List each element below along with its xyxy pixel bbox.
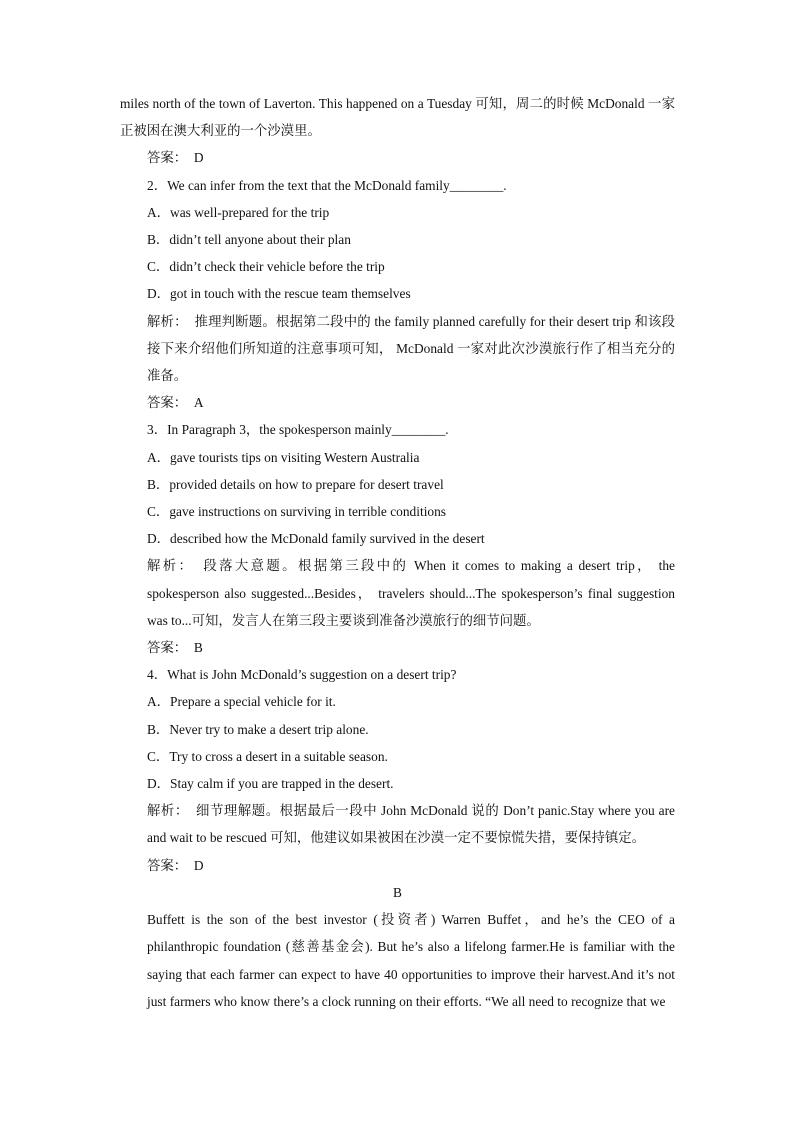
- q2-option-c: C．didn’t check their vehicle before the trip: [147, 259, 385, 275]
- q3-explanation: 解析： 段落大意题。根据第三段中的 When it comes to making a desert trip， the spokesperson also suggested...Besides， travelers should...The spokesperson’s final suggestion was to...可知，发言人在第三段主要谈到准备沙漠旅行的细节问题。: [147, 558, 675, 628]
- q4-option-c: C．Try to cross a desert in a suitable season.: [147, 748, 388, 764]
- document-body: [120, 90, 675, 1015]
- answer-q3: 答案： B: [147, 640, 203, 656]
- q3-option-c: C．gave instructions on surviving in terrible conditions: [147, 504, 447, 520]
- question-2: 2．We can infer from the text that the McDonald family________.: [147, 177, 507, 193]
- q2-option-a: A．was well-prepared for the trip: [147, 204, 330, 220]
- q3-option-b: B．provided details on how to prepare for desert travel: [147, 476, 444, 492]
- q2-option-b: B．didn’t tell anyone about their plan: [147, 232, 351, 248]
- q3-option-d: D．described how the McDonald family survived in the desert: [147, 531, 485, 547]
- answer-q4: 答案： D: [147, 857, 204, 873]
- q4-option-d: D．Stay calm if you are trapped in the desert.: [147, 776, 394, 792]
- answer-q2: 答案： A: [147, 395, 204, 411]
- q4-explanation: 解析： 细节理解题。根据最后一段中 John McDonald 说的 Don’t panic.Stay where you are and wait to be rescued 可知，他建议如果被困在沙漠一定不要惊慌失措，要保持镇定。: [147, 803, 675, 846]
- q4-option-b: B．Never try to make a desert trip alone.: [147, 721, 369, 737]
- explanation-continuation: miles north of the town of Laverton. This happened on a Tuesday 可知，周二的时候 McDonald 一家正被困在澳大利亚的一个沙漠里。: [120, 96, 675, 139]
- passage-b-paragraph: Buffett is the son of the best investor (投资者) Warren Buffet，and he’s the CEO of a philanthropic foundation (慈善基金会). But he’s also a lifelong farmer.He is familiar with the saying that each farmer can expect to have 40 opportunities to improve their harvest.And it’s not just farmers who know there’s a clock running on their efforts. “We all need to recognize that we: [147, 912, 675, 1009]
- question-3: 3．In Paragraph 3，the spokesperson mainly________.: [147, 422, 449, 438]
- q4-option-a: A．Prepare a special vehicle for it.: [147, 694, 336, 710]
- q3-option-a: A．gave tourists tips on visiting Western Australia: [147, 449, 420, 465]
- q2-explanation: 解析： 推理判断题。根据第二段中的 the family planned carefully for their desert trip 和该段接下来介绍他们所知道的注意事项可知， McDonald 一家对此次沙漠旅行作了相当充分的准备。: [147, 313, 675, 384]
- question-4: 4．What is John McDonald’s suggestion on a desert trip?: [147, 667, 457, 683]
- q2-option-d: D．got in touch with the rescue team themselves: [147, 286, 411, 302]
- answer-q1: 答案： D: [147, 150, 204, 166]
- section-heading-b: B: [393, 884, 402, 900]
